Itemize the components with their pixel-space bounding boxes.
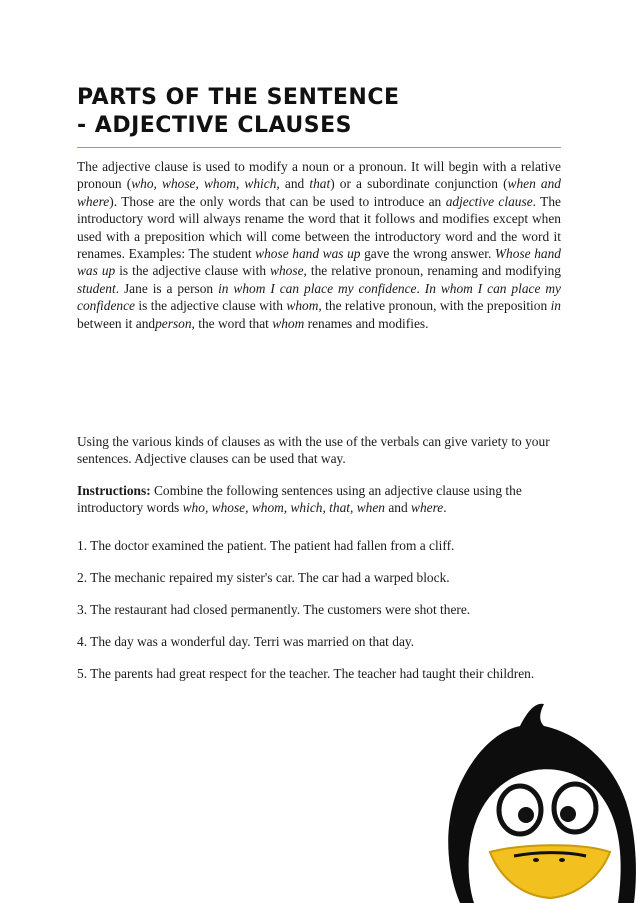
title-line-1: PARTS OF THE SENTENCE — [77, 85, 400, 110]
penguin-pupil-left — [518, 807, 534, 823]
exercise-item: 2. The mechanic repaired my sister's car. The car had a warped block. — [77, 570, 450, 585]
variety-paragraph: Using the various kinds of clauses as with the use of the verbals can give variety to your sentences. Adjective clauses can be used that way. — [77, 434, 550, 467]
penguin-pupil-right — [560, 806, 576, 822]
penguin-eye-right — [554, 784, 596, 832]
penguin-icon — [440, 700, 638, 903]
instructions-label: Instructions: — [77, 483, 151, 498]
exercise-item: 4. The day was a wonderful day. Terri was married on that day. — [77, 634, 415, 649]
page-title — [77, 84, 557, 140]
exercise-item: 3. The restaurant had closed permanently. The customers were shot there. — [77, 602, 471, 617]
intro-paragraph: The adjective clause is used to modify a noun or a pronoun. It will begin with a relative pronoun (who, whose, whom, which, and that) or a subordinate conjunction (when and where). Those are the only words that can be used to introduce an adjective clause. The introductory word will always rename the word that it follows and modifies except when used with a preposition which will come between the introductory word and the word it renames. Examples: The student whose hand was up gave the wrong answer. Whose hand was up is the adjective clause with whose, the relative pronoun, renaming and modifying student. Jane is a person in whom I can place my confidence. In whom I can place my confidence is the adjective clause with whom, the relative pronoun, with the preposition in between it andperson, the word that whom renames and modifies. — [77, 159, 562, 331]
exercise-item: 5. The parents had great respect for the teacher. The teacher had taught their children. — [77, 666, 535, 681]
title-underline — [77, 147, 561, 148]
instructions-paragraph: Instructions: Combine the following sentences using an adjective clause using the introductory words who, whose, whom, which, that, when and where. — [77, 483, 522, 516]
title-line-2: - ADJECTIVE CLAUSES — [77, 113, 352, 138]
exercise-item: 1. The doctor examined the patient. The patient had fallen from a cliff. — [77, 538, 455, 553]
